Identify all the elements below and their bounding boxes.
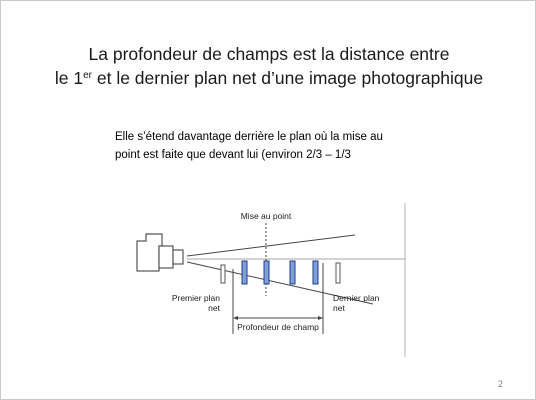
diagram-svg <box>127 201 411 359</box>
title-superscript: er <box>83 70 92 81</box>
explanation-line-2: point est faite que devant lui (environ 2/3 – 1/3 <box>115 149 351 161</box>
label-focus: Mise au point <box>240 211 292 221</box>
subject-bar-4 <box>313 261 318 284</box>
depth-arrow <box>233 316 323 320</box>
label-last-plane-1: Dernier plan <box>333 293 380 303</box>
label-first-plane-1: Premier plan <box>171 293 220 303</box>
cone-upper-line <box>187 235 355 256</box>
explanation-line-1: Elle s’étend davantage derrière le plan où la mise au <box>115 131 383 143</box>
subject-outline-back <box>336 263 340 283</box>
subject-outline-front <box>221 265 225 283</box>
title-line-1: La profondeur de champs est la distance entre <box>88 44 450 64</box>
title-line-2 <box>1 66 536 90</box>
explanation-text <box>115 128 435 164</box>
camera-icon <box>137 234 183 271</box>
title-line-2-start: le 1 <box>54 68 84 88</box>
subject-bar-2 <box>264 261 269 284</box>
subject-bar-3 <box>290 261 295 284</box>
title-line-2-end: et le dernier plan net d’une image photographique <box>92 68 484 88</box>
label-last-plane-2: net <box>333 303 345 313</box>
subject-bar-1 <box>242 261 247 284</box>
page-number: 2 <box>497 379 503 389</box>
slide-title <box>1 42 536 90</box>
label-first-plane-2: net <box>208 303 220 313</box>
label-depth: Profondeur de champ <box>237 322 319 332</box>
depth-of-field-diagram <box>127 201 411 359</box>
